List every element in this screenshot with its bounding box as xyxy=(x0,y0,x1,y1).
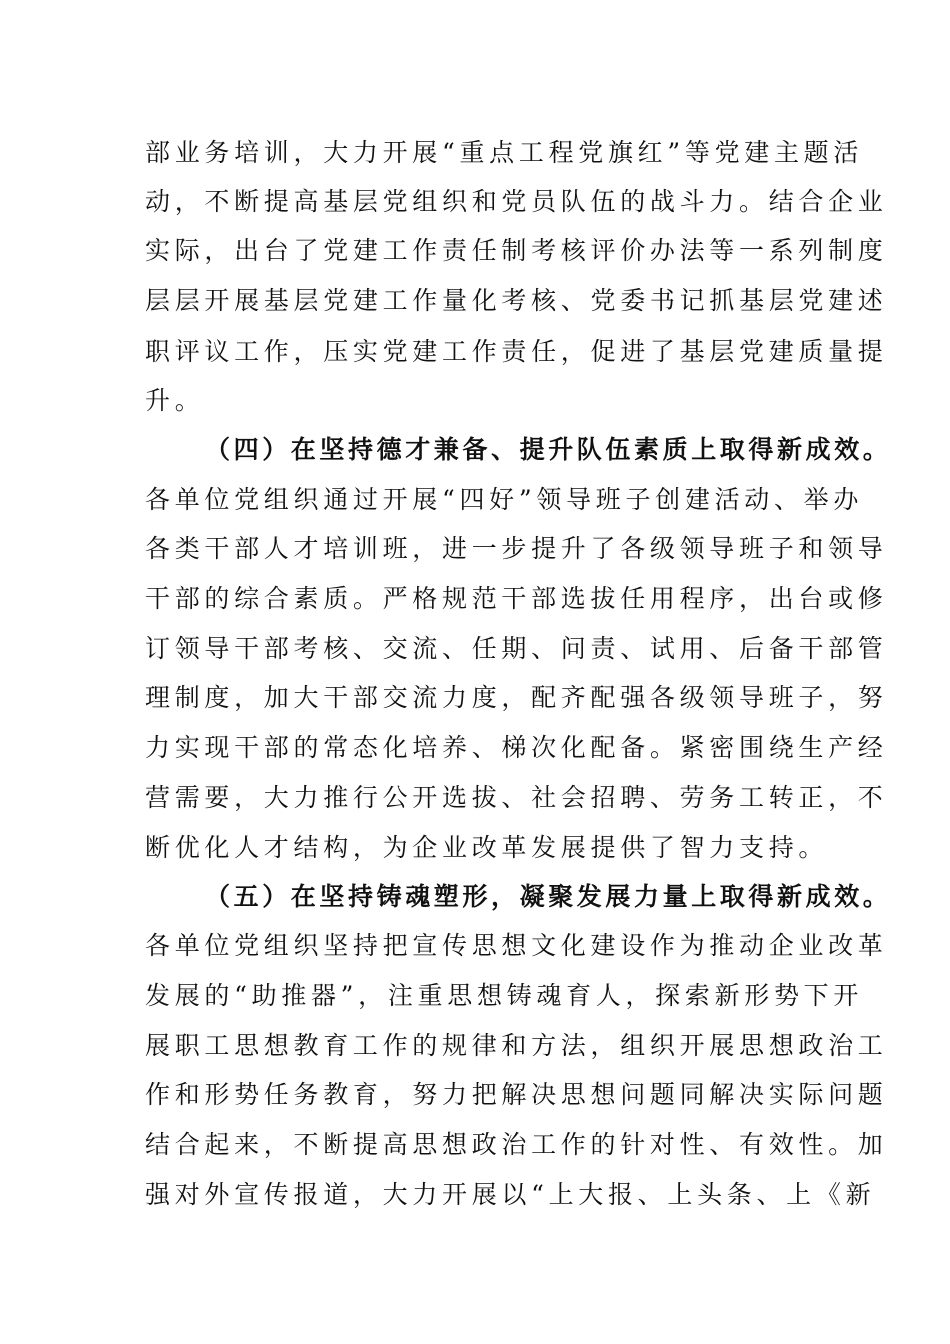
text-line-5: 职评议工作，压实党建工作责任，促进了基层党建质量提 xyxy=(145,337,888,366)
text-line-8: 各单位党组织通过开展“四好”领导班子创建活动、举办 xyxy=(145,485,864,514)
text-line-6: 升。 xyxy=(145,386,205,415)
text-line-10: 干部的综合素质。严格规范干部选拔任用程序，出台或修 xyxy=(145,584,888,613)
text-line-3: 实际，出台了党建工作责任制考核评价办法等一系列制度 xyxy=(145,236,888,265)
text-line-2: 动，不断提高基层党组织和党员队伍的战斗力。结合企业 xyxy=(145,187,888,216)
text-line-1: 部业务培训，大力开展“重点工程党旗红”等党建主题活 xyxy=(145,138,864,167)
text-line-14: 营需要，大力推行公开选拔、社会招聘、劳务工转正，不 xyxy=(145,783,888,812)
text-line-22: 强对外宣传报道，大力开展以“上大报、上头条、上《新 xyxy=(145,1180,876,1209)
text-line-12: 理制度，加大干部交流力度，配齐配强各级领导班子，努 xyxy=(145,683,888,712)
text-line-13: 力实现干部的常态化培养、梯次化配备。紧密围绕生产经 xyxy=(145,733,888,762)
section-heading-4: （四）在坚持德才兼备、提升队伍素质上取得新成效。 xyxy=(205,435,892,464)
section-heading-5: （五）在坚持铸魂塑形，凝聚发展力量上取得新成效。 xyxy=(205,882,892,911)
text-line-11: 订领导干部考核、交流、任期、问责、试用、后备干部管 xyxy=(145,634,888,663)
text-line-20: 作和形势任务教育，努力把解决思想问题同解决实际问题 xyxy=(145,1080,888,1109)
text-line-17: 各单位党组织坚持把宣传思想文化建设作为推动企业改革 xyxy=(145,931,888,960)
text-line-19: 展职工思想教育工作的规律和方法，组织开展思想政治工 xyxy=(145,1031,888,1060)
text-line-9: 各类干部人才培训班，进一步提升了各级领导班子和领导 xyxy=(145,534,888,563)
text-line-4: 层层开展基层党建工作量化考核、党委书记抓基层党建述 xyxy=(145,286,888,315)
text-line-15: 断优化人才结构，为企业改革发展提供了智力支持。 xyxy=(145,833,829,862)
text-line-18: 发展的“助推器”，注重思想铸魂育人，探索新形势下开 xyxy=(145,981,864,1010)
text-line-21: 结合起来，不断提高思想政治工作的针对性、有效性。加 xyxy=(145,1130,888,1159)
